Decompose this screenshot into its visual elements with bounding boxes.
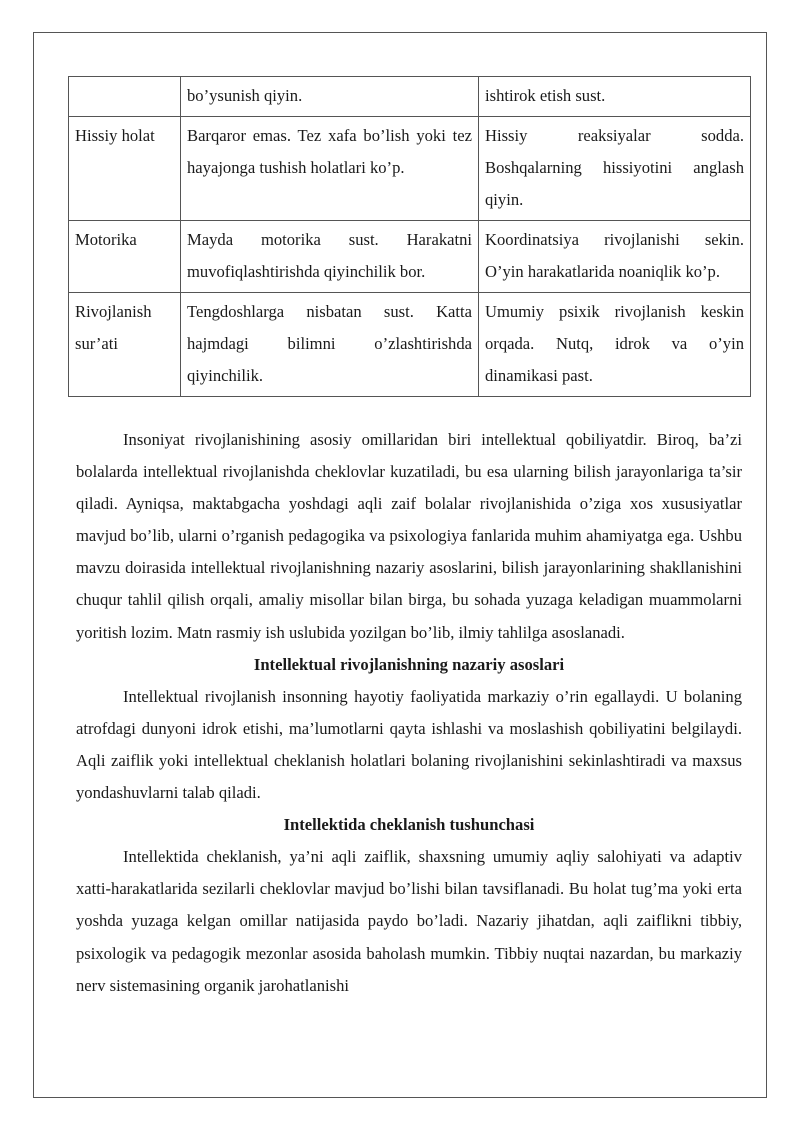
table-row xyxy=(69,77,751,117)
body-paragraph: Intellektual rivojlanish insonning hayotiy faoliyatida markaziy o’rin egallaydi. U bolaning atrofdagi dunyoni idrok etishi, ma’lumotlarni qayta ishlashi va moslashish qobiliyatini belgilaydi. Aqli zaiflik yoki intellektual cheklanish holatlari bolaning rivojlanishini sekinlashtiradi va maxsus yondashuvlarni talab qiladi. xyxy=(76,686,742,803)
table-cell xyxy=(69,77,181,117)
table-cell: Rivojlanish sur’ati xyxy=(69,293,181,397)
table-cell: ishtirok etish sust. xyxy=(479,77,751,117)
table-cell: Barqaror emas. Tez xafa bo’lish yoki tez hayajonga tushish holatlari ko’p. xyxy=(181,117,479,221)
table-cell: Hissiy reaksiyalar sodda. Boshqalarning hissiyotini anglash qiyin. xyxy=(479,117,751,221)
document-body xyxy=(76,424,742,1002)
section-heading: Intellektida cheklanish tushunchasi xyxy=(283,815,535,835)
table-cell: bo’ysunish qiyin. xyxy=(181,77,479,117)
comparison-table xyxy=(68,76,751,397)
table-cell: Motorika xyxy=(69,221,181,293)
body-paragraph: Intellektida cheklanish, ya’ni aqli zaiflik, shaxsning umumiy aqliy salohiyati va adaptiv xatti-harakatlarida sezilarli cheklovlar mavjud bo’lishi bilan tavsiflanadi. Bu holat tug’ma yoki erta yoshda yuzaga kelgan omillar natijasida paydo bo’ladi. Nazariy jihatdan, aqli zaiflikni tibbiy, psixologik va pedagogik mezonlar asosida baholash mumkin. Tibbiy nuqtai nazardan, bu markaziy nerv sistemasining organik jarohatlanishi xyxy=(76,847,742,995)
table-cell: Hissiy holat xyxy=(69,117,181,221)
table-cell: Umumiy psixik rivojlanish keskin orqada. Nutq, idrok va o’yin dinamikasi past. xyxy=(479,293,751,397)
section-heading: Intellektual rivojlanishning nazariy asoslari xyxy=(253,654,565,674)
intro-paragraph: Insoniyat rivojlanishining asosiy omillaridan biri intellektual qobiliyatdir. Biroq, ba’zi bolalarda intellektual rivojlanishda cheklovlar kuzatiladi, bu esa ularning bilish jarayonlariga ta’sir qiladi. Ayniqsa, maktabgacha yoshdagi aqli zaif bolalar rivojlanishida o’ziga xos xususiyatlar mavjud bo’lib, ularni o’rganish pedagogika va psixologiya fanlarida muhim ahamiyatga ega. Ushbu mavzu doirasida intellektual rivojlanishning nazariy asoslarini, bilish jarayonlarining shakllanishini chuqur tahlil qilish orqali, amaliy misollar bilan birga, bu sohada yuzaga keladigan muammolarni yoritish lozim. Matn rasmiy ish uslubida yozilgan bo’lib, ilmiy tahlilga asoslanadi. xyxy=(76,430,742,642)
table-row xyxy=(69,221,751,293)
table-cell: Koordinatsiya rivojlanishi sekin. O’yin harakatlarida noaniqlik ko’p. xyxy=(479,221,751,293)
table-cell: Tengdoshlarga nisbatan sust. Katta hajmdagi bilimni o’zlashtirishda qiyinchilik. xyxy=(181,293,479,397)
table-row xyxy=(69,293,751,397)
table-cell: Mayda motorika sust. Harakatni muvofiqlashtirishda qiyinchilik bor. xyxy=(181,221,479,293)
table-row xyxy=(69,117,751,221)
